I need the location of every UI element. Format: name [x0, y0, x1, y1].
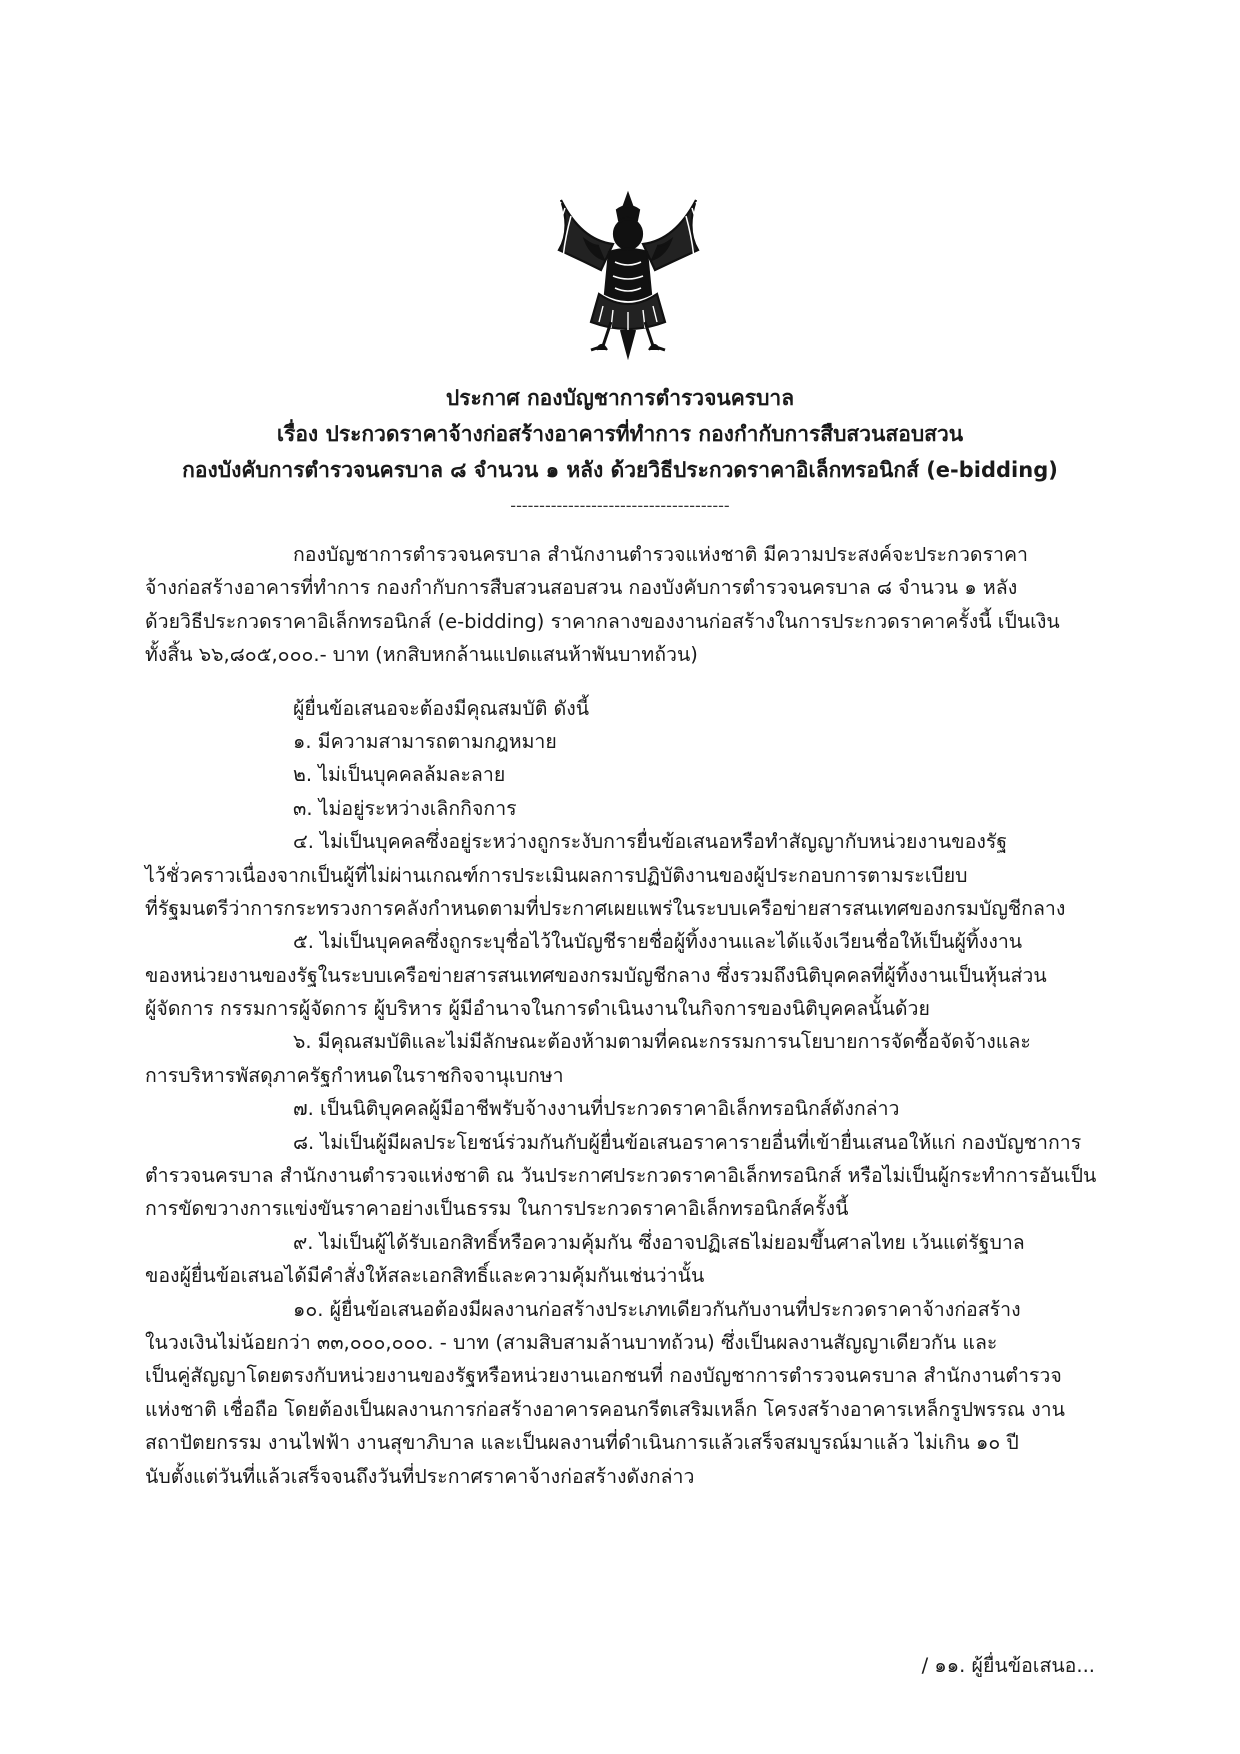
qualification-item-continuation: ผู้จัดการ กรรมการผู้จัดการ ผู้บริหาร ผู้มีอำนาจในการดำเนินงานในกิจการของนิติบุคคลนั้นด้วย [145, 997, 930, 1021]
qualification-item-continuation: ที่รัฐมนตรีว่าการกระทรวงการคลังกำหนดตามที่ประกาศเผยแพร่ในระบบเครือข่ายสารสนเทศของกรมบัญชีกลาง [145, 896, 1066, 920]
qualification-item-continuation: แห่งชาติ เชื่อถือ โดยต้องเป็นผลงานการก่อสร้างอาคารคอนกรีตเสริมเหล็ก โครงสร้างอาคารเหล็กรูปพรรณ งาน [145, 1397, 1065, 1421]
heading-line-1: ประกาศ กองบัญชาการตำรวจนครบาล [445, 386, 795, 410]
qualification-item: ๔. ไม่เป็นบุคคลซึ่งอยู่ระหว่างถูกระงับการยื่นข้อเสนอหรือทำสัญญากับหน่วยงานของรัฐ [293, 830, 1008, 854]
qualification-item: ๑๐. ผู้ยื่นข้อเสนอต้องมีผลงานก่อสร้างประเภทเดียวกันกับงานที่ประกวดราคาจ้างก่อสร้าง [293, 1297, 1021, 1321]
qualification-item-continuation: การบริหารพัสดุภาครัฐกำหนดในราชกิจจานุเบกษา [145, 1063, 564, 1087]
heading-divider: -------------------------------------- [510, 496, 730, 515]
qualification-item: ๙. ไม่เป็นผู้ได้รับเอกสิทธิ์หรือความคุ้มกัน ซึ่งอาจปฏิเสธไม่ยอมขึ้นศาลไทย เว้นแต่รัฐบาล [293, 1230, 1025, 1254]
qualification-item-continuation: การขัดขวางการแข่งขันราคาอย่างเป็นธรรม ในการประกวดราคาอิเล็กทรอนิกส์ครั้งนี้ [145, 1197, 849, 1221]
qualifications-title: ผู้ยื่นข้อเสนอจะต้องมีคุณสมบัติ ดังนี้ [293, 696, 590, 720]
qualification-item-continuation: ในวงเงินไม่น้อยกว่า ๓๓,๐๐๐,๐๐๐. - บาท (สามสิบสามล้านบาทถ้วน) ซึ่งเป็นผลงานสัญญาเดียวกัน และ [145, 1330, 998, 1354]
intro-line: กองบัญชาการตำรวจนครบาล สำนักงานตำรวจแห่งชาติ มีความประสงค์จะประกวดราคา [293, 543, 1028, 566]
heading-line-2: เรื่อง ประกวดราคาจ้างก่อสร้างอาคารที่ทำการ กองกำกับการสืบสวนสอบสวน [276, 422, 964, 446]
continuation-footer: / ๑๑. ผู้ยื่นข้อเสนอ... [921, 1654, 1095, 1677]
heading-line-3: กองบังคับการตำรวจนครบาล ๘ จำนวน ๑ หลัง ด้วยวิธีประกวดราคาอิเล็กทรอนิกส์ (e-bidding) [182, 458, 1058, 482]
qualification-item: ๓. ไม่อยู่ระหว่างเลิกกิจการ [293, 796, 517, 820]
intro-line: จ้างก่อสร้างอาคารที่ทำการ กองกำกับการสืบสวนสอบสวน กองบังคับการตำรวจนครบาล ๘ จำนวน ๑ หลัง [145, 576, 1018, 600]
qualification-item: ๒. ไม่เป็นบุคคลล้มละลาย [293, 763, 506, 787]
qualification-item-continuation: ของผู้ยื่นข้อเสนอได้มีคำสั่งให้สละเอกสิทธิ์และความคุ้มกันเช่นว่านั้น [145, 1264, 705, 1288]
qualification-item: ๑. มีความสามารถตามกฎหมาย [293, 729, 557, 753]
qualification-item: ๘. ไม่เป็นผู้มีผลประโยชน์ร่วมกันกับผู้ยื่นข้อเสนอราคารายอื่นที่เข้ายื่นเสนอให้แก่ กองบัญชาการ [293, 1130, 1082, 1154]
qualification-item: ๕. ไม่เป็นบุคคลซึ่งถูกระบุชื่อไว้ในบัญชีรายชื่อผู้ทิ้งงานและได้แจ้งเวียนชื่อให้เป็นผู้ทิ้งงาน [293, 930, 1023, 954]
qualification-item-continuation: เป็นคู่สัญญาโดยตรงกับหน่วยงานของรัฐหรือหน่วยงานเอกชนที่ กองบัญชาการตำรวจนครบาล สำนักงานตำรวจ [145, 1364, 1062, 1388]
announcement-heading [0, 380, 1240, 488]
intro-line: ด้วยวิธีประกวดราคาอิเล็กทรอนิกส์ (e-bidding) ราคากลางของงานก่อสร้างในการประกวดราคาครั้งนี้ เป็นเงิน [145, 609, 1060, 633]
qualification-item-continuation: ไว้ชั่วคราวเนื่องจากเป็นผู้ที่ไม่ผ่านเกณฑ์การประเมินผลการปฏิบัติงานของผู้ประกอบการตามระเบียบ [145, 863, 968, 887]
announcement-body [145, 538, 1095, 1493]
qualification-item: ๗. เป็นนิติบุคคลผู้มีอาชีพรับจ้างงานที่ประกวดราคาอิเล็กทรอนิกส์ดังกล่าว [293, 1097, 900, 1121]
intro-line: ทั้งสิ้น ๖๖,๘๐๕,๐๐๐.- บาท (หกสิบหกล้านแปดแสนห้าพันบาทถ้วน) [145, 643, 698, 667]
qualification-item-continuation: สถาปัตยกรรม งานไฟฟ้า งานสุขาภิบาล และเป็นผลงานที่ดำเนินการแล้วเสร็จสมบูรณ์มาแล้ว ไม่เกิน ๑๐ ปี [145, 1431, 1019, 1455]
qualification-item-continuation: ตำรวจนครบาล สำนักงานตำรวจแห่งชาติ ณ วันประกาศประกวดราคาอิเล็กทรอนิกส์ หรือไม่เป็นผู้กระทำการอันเป็น [145, 1164, 1097, 1188]
qualification-item: ๖. มีคุณสมบัติและไม่มีลักษณะต้องห้ามตามที่คณะกรรมการนโยบายการจัดซื้อจัดจ้างและ [293, 1030, 1031, 1054]
qualifications-list [145, 725, 1095, 1493]
garuda-emblem-icon [541, 190, 716, 360]
qualification-item-continuation: นับตั้งแต่วันที่แล้วเสร็จจนถึงวันที่ประกาศราคาจ้างก่อสร้างดังกล่าว [145, 1464, 695, 1488]
qualification-item-continuation: ของหน่วยงานของรัฐในระบบเครือข่ายสารสนเทศของกรมบัญชีกลาง ซึ่งรวมถึงนิติบุคคลที่ผู้ทิ้งงานเป็นหุ้นส่วน [145, 963, 1047, 987]
